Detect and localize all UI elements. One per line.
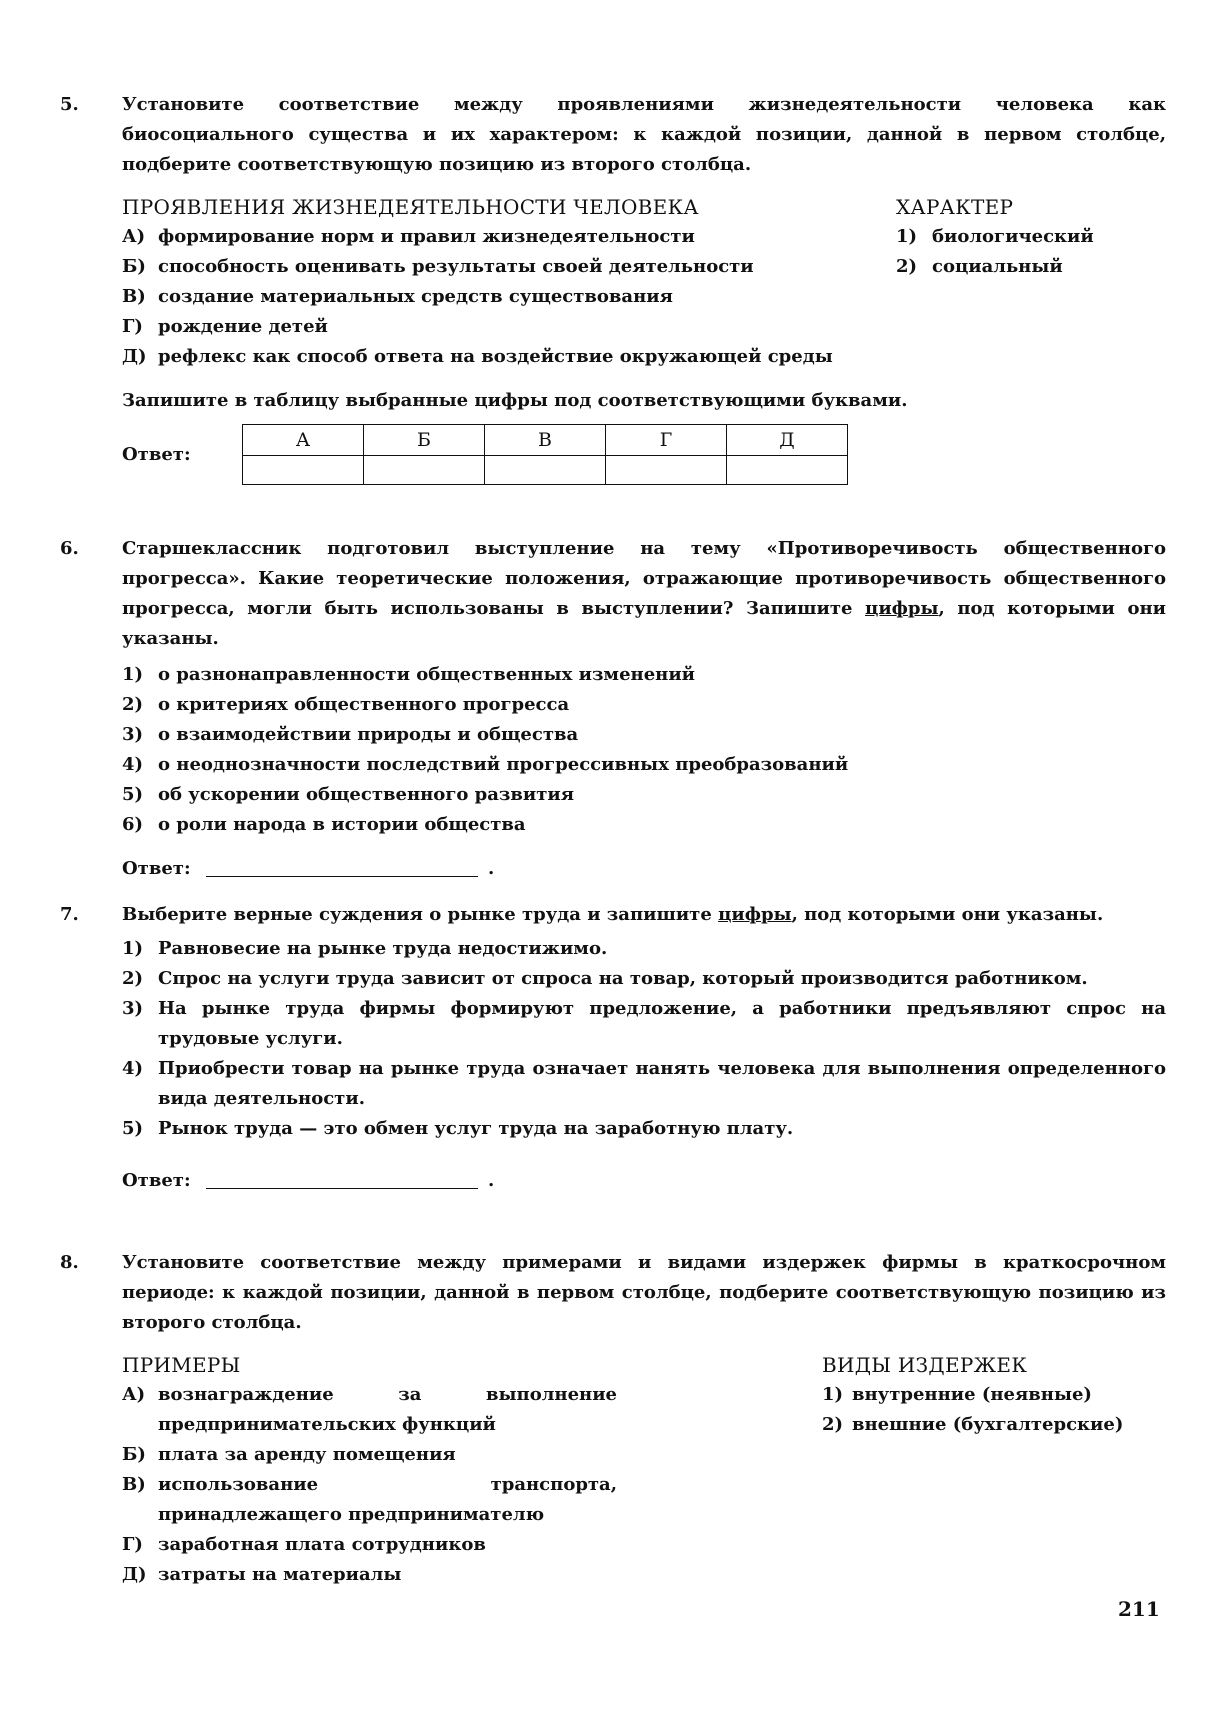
task-body — [122, 90, 1166, 488]
task-stem — [122, 900, 1166, 930]
task-number: 7. — [60, 904, 79, 925]
stem-text: Старшеклассник подготовил выступление на тему «Противоречивость общественного прогресса». Какие теоретические положения, отражающие противоречивость общественного прогресса, могли быть использованы в выступлении? Запишите — [122, 538, 1166, 619]
list-item — [896, 222, 1166, 252]
left-column — [122, 192, 842, 372]
item-label: Б) — [122, 1444, 146, 1465]
item-label: А) — [122, 226, 146, 247]
item-text: социальный — [932, 256, 1063, 277]
item-label: Г) — [122, 316, 143, 337]
item-label: 2) — [122, 694, 144, 715]
item-text: о взаимодействии природы и общества — [158, 724, 579, 745]
item-label: В) — [122, 1474, 146, 1495]
answer-input-line[interactable] — [206, 1188, 478, 1189]
stem-text: , под которыми они указаны. — [791, 904, 1104, 925]
item-text: формирование норм и правил жизнедеятельности — [158, 226, 695, 247]
task-6 — [60, 534, 1166, 884]
answer-cell[interactable] — [727, 456, 848, 485]
answer-table — [242, 424, 848, 485]
list-item — [122, 1380, 617, 1440]
item-label: 1) — [896, 226, 918, 247]
item-text: о неоднозначности последствий прогрессивных преобразований — [158, 754, 849, 775]
answer-cell[interactable] — [606, 456, 727, 485]
item-text: заработная плата сотрудников — [158, 1534, 486, 1555]
task-body — [122, 534, 1166, 884]
item-text: рождение детей — [158, 316, 328, 337]
task-stem — [122, 534, 1166, 654]
list-item — [122, 282, 842, 312]
page-number: 211 — [1118, 1597, 1160, 1621]
left-column-header: ПРОЯВЛЕНИЯ ЖИЗНЕДЕЯТЕЛЬНОСТИ ЧЕЛОВЕКА — [122, 195, 699, 219]
item-text: Рынок труда — это обмен услуг труда на заработную плату. — [158, 1118, 794, 1139]
stem-emphasis: цифры — [865, 598, 939, 619]
list-item — [122, 660, 1166, 690]
list-item — [122, 1470, 617, 1530]
list-item — [122, 810, 1166, 840]
item-label: 2) — [122, 968, 144, 989]
list-item — [122, 342, 842, 372]
stem-text: Выберите верные суждения о рынке труда и запишите — [122, 904, 719, 925]
list-item — [822, 1380, 1166, 1410]
answer-row — [122, 424, 1166, 488]
stem-text: , под которыми они указаны. — [122, 598, 1167, 649]
list-item — [122, 994, 1166, 1054]
left-column-header: ПРИМЕРЫ — [122, 1353, 241, 1377]
list-item — [122, 312, 842, 342]
table-header-cell: Г — [606, 425, 727, 456]
item-label: 2) — [896, 256, 918, 277]
table-header-cell: Д — [727, 425, 848, 456]
answer-line — [122, 1166, 1166, 1196]
instruction: Запишите в таблицу выбранные цифры под соответствующими буквами. — [122, 390, 908, 411]
item-label: А) — [122, 1384, 146, 1405]
task-8 — [60, 1248, 1166, 1600]
list-item — [122, 720, 1166, 750]
item-text: об ускорении общественного развития — [158, 784, 575, 805]
matching-columns — [122, 1350, 1166, 1600]
item-label: Д) — [122, 1564, 147, 1585]
right-column-header: ВИДЫ ИЗДЕРЖЕК — [822, 1353, 1028, 1377]
table-header-cell: Б — [364, 425, 485, 456]
task-5 — [60, 90, 1166, 488]
left-column — [122, 1350, 617, 1590]
answer-label: Ответ: — [122, 444, 191, 465]
list-item — [122, 934, 1166, 964]
item-label: 3) — [122, 998, 144, 1019]
item-label: 1) — [122, 938, 144, 959]
task-body — [122, 900, 1166, 1196]
item-text: вознаграждение за выполнение предпринимательских функций — [158, 1384, 617, 1435]
table-header-cell: В — [485, 425, 606, 456]
item-text: Равновесие на рынке труда недостижимо. — [158, 938, 608, 959]
item-text: о критериях общественного прогресса — [158, 694, 570, 715]
answer-line — [122, 854, 1166, 884]
item-text: о разнонаправленности общественных изменений — [158, 664, 696, 685]
answer-cell[interactable] — [485, 456, 606, 485]
task-number: 5. — [60, 94, 79, 115]
answer-label: Ответ: — [122, 858, 191, 879]
answer-cell[interactable] — [243, 456, 364, 485]
item-text: внешние (бухгалтерские) — [852, 1414, 1124, 1435]
item-label: 3) — [122, 724, 144, 745]
right-column — [822, 1350, 1166, 1440]
task-stem: Установите соответствие между проявлениями жизнедеятельности человека как биосоциального существа и их характером: к каждой позиции, данной в первом столбце, подберите соответствующую позицию из второго столбца. — [122, 94, 1166, 175]
right-column-header: ХАРАКТЕР — [896, 195, 1014, 219]
item-text: рефлекс как способ ответа на воздействие окружающей среды — [158, 346, 833, 367]
stem-emphasis: цифры — [718, 904, 792, 925]
answer-label: Ответ: — [122, 1170, 191, 1191]
list-item — [122, 252, 842, 282]
task-stem: Установите соответствие между примерами и видами издержек фирмы в краткосрочном периоде: к каждой позиции, данной в первом столбце, подберите соответствующую позицию из второго столбца. — [122, 1252, 1166, 1333]
answer-cell[interactable] — [364, 456, 485, 485]
item-text: затраты на материалы — [158, 1564, 402, 1585]
item-text: плата за аренду помещения — [158, 1444, 456, 1465]
task-7 — [60, 900, 1166, 1196]
list-item — [822, 1410, 1166, 1440]
right-column — [896, 192, 1166, 282]
table-header-cell: А — [243, 425, 364, 456]
item-text: способность оценивать результаты своей деятельности — [158, 256, 754, 277]
list-item — [122, 222, 842, 252]
list-item — [122, 1560, 617, 1590]
list-item — [122, 1440, 617, 1470]
item-label: 1) — [822, 1384, 844, 1405]
item-label: Б) — [122, 256, 146, 277]
task-body — [122, 1248, 1166, 1600]
task-number: 8. — [60, 1252, 79, 1273]
answer-input-line[interactable] — [206, 876, 478, 877]
list-item — [896, 252, 1166, 282]
item-label: В) — [122, 286, 146, 307]
list-item — [122, 1054, 1166, 1114]
list-item — [122, 964, 1166, 994]
item-label: 5) — [122, 784, 144, 805]
answer-period: . — [488, 1170, 495, 1191]
item-label: Д) — [122, 346, 147, 367]
list-item — [122, 690, 1166, 720]
item-text: внутренние (неявные) — [852, 1384, 1092, 1405]
list-item — [122, 750, 1166, 780]
task-number: 6. — [60, 538, 79, 559]
item-label: 4) — [122, 1058, 144, 1079]
item-label: 4) — [122, 754, 144, 775]
item-label: 2) — [822, 1414, 844, 1435]
item-text: создание материальных средств существования — [158, 286, 673, 307]
list-item — [122, 780, 1166, 810]
item-label: 5) — [122, 1118, 144, 1139]
matching-columns — [122, 192, 1166, 382]
item-label: 1) — [122, 664, 144, 685]
answer-period: . — [488, 858, 495, 879]
item-label: 6) — [122, 814, 144, 835]
item-text: Приобрести товар на рынке труда означает нанять человека для выполнения определенного вида деятельности. — [158, 1058, 1166, 1109]
item-text: биологический — [932, 226, 1094, 247]
item-text: На рынке труда фирмы формируют предложение, а работники предъявляют спрос на трудовые услуги. — [158, 998, 1166, 1049]
item-label: Г) — [122, 1534, 143, 1555]
list-item — [122, 1114, 1166, 1144]
item-text: использование транспорта, принадлежащего предпринимателю — [158, 1474, 617, 1525]
list-item — [122, 1530, 617, 1560]
item-text: о роли народа в истории общества — [158, 814, 526, 835]
item-text: Спрос на услуги труда зависит от спроса на товар, который производится работником. — [158, 968, 1088, 989]
